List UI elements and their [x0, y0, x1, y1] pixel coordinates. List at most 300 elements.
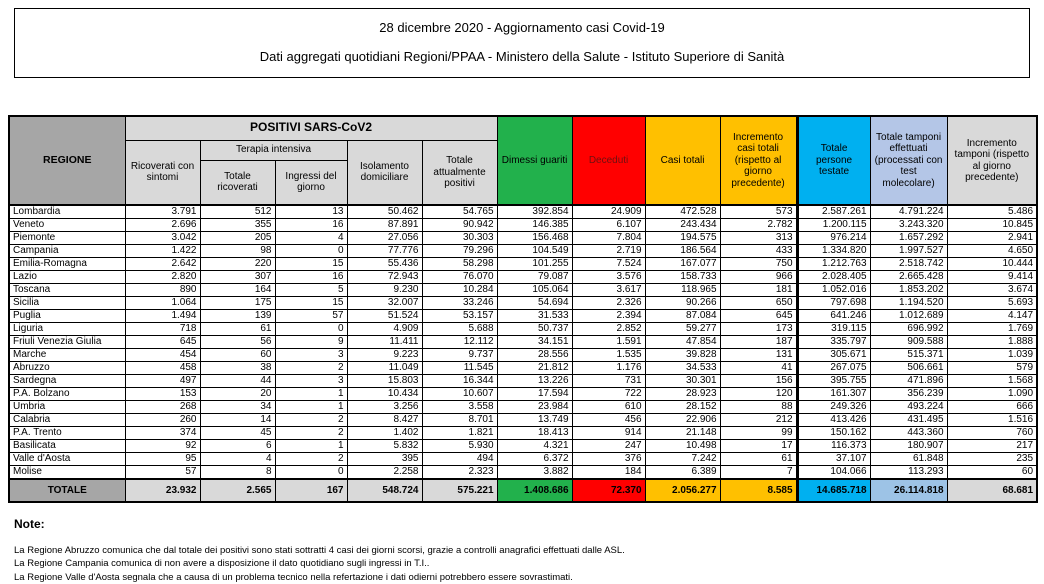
table-row	[9, 362, 1037, 375]
cell-totale-value: 68.681	[947, 479, 1037, 502]
cell-value: 335.797	[797, 336, 870, 349]
cell-value: 493.224	[870, 401, 947, 414]
cell-regione: Emilia-Romagna	[9, 258, 125, 271]
cell-value: 1.176	[572, 362, 645, 375]
table-row	[9, 271, 1037, 284]
cell-value: 1.212.763	[797, 258, 870, 271]
header-totale-ricoverati: Totale ricoverati	[200, 160, 275, 205]
cell-totale-value: 72.370	[572, 479, 645, 502]
cell-value: 2.028.405	[797, 271, 870, 284]
cell-value: 1.657.292	[870, 232, 947, 245]
cell-value: 3.674	[947, 284, 1037, 297]
cell-value: 10.444	[947, 258, 1037, 271]
notes-heading: Note:	[14, 517, 45, 531]
cell-regione: Lombardia	[9, 205, 125, 219]
cell-value: 28.923	[645, 388, 720, 401]
cell-value: 173	[720, 323, 797, 336]
cell-value: 10.434	[347, 388, 422, 401]
cell-value: 104.066	[797, 466, 870, 480]
cell-value: 2.696	[125, 219, 200, 232]
cell-value: 101.255	[497, 258, 572, 271]
cell-value: 2.323	[422, 466, 497, 480]
cell-value: 105.064	[497, 284, 572, 297]
cell-value: 458	[125, 362, 200, 375]
cell-value: 6.372	[497, 453, 572, 466]
cell-value: 104.549	[497, 245, 572, 258]
cell-value: 22.906	[645, 414, 720, 427]
header-positivi-sars-cov2: POSITIVI SARS-CoV2	[125, 116, 497, 140]
cell-value: 186.564	[645, 245, 720, 258]
cell-value: 9	[275, 336, 347, 349]
cell-value: 20	[200, 388, 275, 401]
cell-value: 2.394	[572, 310, 645, 323]
cell-value: 28.152	[645, 401, 720, 414]
cell-value: 2.665.428	[870, 271, 947, 284]
cell-value: 1.194.520	[870, 297, 947, 310]
cell-value: 15.803	[347, 375, 422, 388]
cell-value: 696.992	[870, 323, 947, 336]
cell-value: 87.891	[347, 219, 422, 232]
cell-value: 88	[720, 401, 797, 414]
cell-value: 187	[720, 336, 797, 349]
cell-value: 220	[200, 258, 275, 271]
cell-value: 515.371	[870, 349, 947, 362]
header-deceduti: Deceduti	[572, 116, 645, 205]
cell-value: 0	[275, 323, 347, 336]
cell-value: 38	[200, 362, 275, 375]
cell-value: 95	[125, 453, 200, 466]
title-line-1: 28 dicembre 2020 - Aggiornamento casi Covid-19	[379, 20, 665, 35]
cell-value: 10.607	[422, 388, 497, 401]
cell-value: 3.791	[125, 205, 200, 219]
cell-value: 16	[275, 219, 347, 232]
cell-regione: Valle d'Aosta	[9, 453, 125, 466]
cell-value: 60	[947, 466, 1037, 480]
cell-value: 156	[720, 375, 797, 388]
cell-value: 1.769	[947, 323, 1037, 336]
note-item: La Regione Abruzzo comunica che dal totale dei positivi sono stati sottratti 4 casi dei giorni scorsi, grazie a controlli anagrafici effettuati dalle ASL.	[14, 545, 625, 556]
cell-value: 376	[572, 453, 645, 466]
cell-value: 9.414	[947, 271, 1037, 284]
cell-value: 72.943	[347, 271, 422, 284]
cell-value: 113.293	[870, 466, 947, 480]
cell-value: 7.242	[645, 453, 720, 466]
notes-list	[14, 544, 1036, 584]
cell-value: 1.039	[947, 349, 1037, 362]
cell-value: 28.556	[497, 349, 572, 362]
cell-value: 3.558	[422, 401, 497, 414]
cell-value: 164	[200, 284, 275, 297]
cell-value: 1.090	[947, 388, 1037, 401]
cell-value: 77.776	[347, 245, 422, 258]
cell-value: 10.284	[422, 284, 497, 297]
cell-value: 1.591	[572, 336, 645, 349]
cell-value: 1.052.016	[797, 284, 870, 297]
cell-value: 433	[720, 245, 797, 258]
table-row	[9, 245, 1037, 258]
cell-value: 16	[275, 271, 347, 284]
cell-value: 4	[200, 453, 275, 466]
cell-value: 0	[275, 466, 347, 480]
cell-value: 161.307	[797, 388, 870, 401]
cell-value: 313	[720, 232, 797, 245]
cell-value: 443.360	[870, 427, 947, 440]
cell-value: 45	[200, 427, 275, 440]
table-row	[9, 336, 1037, 349]
cell-regione: Campania	[9, 245, 125, 258]
cell-value: 4.650	[947, 245, 1037, 258]
cell-value: 5	[275, 284, 347, 297]
cell-value: 34.151	[497, 336, 572, 349]
header-incremento-casi-totali: Incremento casi totali (rispetto al giorno precedente)	[720, 116, 797, 205]
cell-value: 260	[125, 414, 200, 427]
notes-section	[14, 517, 1036, 584]
cell-value: 5.486	[947, 205, 1037, 219]
header-totale-attualmente-positivi: Totale attualmente positivi	[422, 140, 497, 205]
cell-regione: Sardegna	[9, 375, 125, 388]
cell-value: 99	[720, 427, 797, 440]
cell-value: 6.107	[572, 219, 645, 232]
cell-value: 131	[720, 349, 797, 362]
table-row	[9, 427, 1037, 440]
header-terapia-intensiva: Terapia intensiva	[200, 140, 347, 160]
header-isolamento-domiciliare: Isolamento domiciliare	[347, 140, 422, 205]
header-dimessi-guariti: Dimessi guariti	[497, 116, 572, 205]
cell-value: 51.524	[347, 310, 422, 323]
cell-value: 13	[275, 205, 347, 219]
cell-value: 731	[572, 375, 645, 388]
cell-value: 10.498	[645, 440, 720, 453]
cell-value: 650	[720, 297, 797, 310]
cell-value: 3	[275, 349, 347, 362]
cell-value: 194.575	[645, 232, 720, 245]
cell-value: 2	[275, 362, 347, 375]
cell-regione: Piemonte	[9, 232, 125, 245]
cell-value: 1.821	[422, 427, 497, 440]
cell-value: 641.246	[797, 310, 870, 323]
cell-regione: Friuli Venezia Giulia	[9, 336, 125, 349]
cell-totale-value: 2.056.277	[645, 479, 720, 502]
cell-value: 4.909	[347, 323, 422, 336]
cell-value: 7.804	[572, 232, 645, 245]
table-row	[9, 375, 1037, 388]
cell-value: 17.594	[497, 388, 572, 401]
cell-value: 13.749	[497, 414, 572, 427]
table-row	[9, 258, 1037, 271]
cell-value: 2.820	[125, 271, 200, 284]
cell-value: 4.321	[497, 440, 572, 453]
header-casi-totali: Casi totali	[645, 116, 720, 205]
cell-regione: Toscana	[9, 284, 125, 297]
cell-value: 212	[720, 414, 797, 427]
cell-value: 0	[275, 245, 347, 258]
cell-value: 392.854	[497, 205, 572, 219]
cell-value: 235	[947, 453, 1037, 466]
cell-value: 181	[720, 284, 797, 297]
cell-value: 13.226	[497, 375, 572, 388]
cell-value: 356.239	[870, 388, 947, 401]
cell-value: 14	[200, 414, 275, 427]
cell-value: 59.277	[645, 323, 720, 336]
cell-value: 8.427	[347, 414, 422, 427]
cell-value: 47.854	[645, 336, 720, 349]
table-row	[9, 440, 1037, 453]
cell-value: 579	[947, 362, 1037, 375]
cell-value: 32.007	[347, 297, 422, 310]
cell-value: 573	[720, 205, 797, 219]
table-row	[9, 349, 1037, 362]
cell-value: 54.765	[422, 205, 497, 219]
cell-value: 374	[125, 427, 200, 440]
cell-value: 9.737	[422, 349, 497, 362]
cell-value: 268	[125, 401, 200, 414]
cell-value: 1.200.115	[797, 219, 870, 232]
cell-regione: Liguria	[9, 323, 125, 336]
cell-value: 57	[275, 310, 347, 323]
cell-value: 7	[720, 466, 797, 480]
cell-value: 1.853.202	[870, 284, 947, 297]
note-item: La Regione Valle d'Aosta segnala che a causa di un problema tecnico nella refertazione i dati odierni potrebbero essere sovrastimati.	[14, 571, 573, 583]
cell-value: 5.693	[947, 297, 1037, 310]
cell-totale-value: 167	[275, 479, 347, 502]
cell-value: 30.303	[422, 232, 497, 245]
cell-value: 12.112	[422, 336, 497, 349]
cell-value: 50.462	[347, 205, 422, 219]
cell-value: 92	[125, 440, 200, 453]
cell-value: 3.256	[347, 401, 422, 414]
cell-totale-value: 548.724	[347, 479, 422, 502]
cell-value: 3	[275, 375, 347, 388]
cell-value: 153	[125, 388, 200, 401]
table-row	[9, 297, 1037, 310]
cell-value: 319.115	[797, 323, 870, 336]
cell-value: 3.243.320	[870, 219, 947, 232]
cell-value: 610	[572, 401, 645, 414]
cell-value: 5.688	[422, 323, 497, 336]
cell-value: 9.230	[347, 284, 422, 297]
cell-value: 1.997.527	[870, 245, 947, 258]
cell-value: 1.402	[347, 427, 422, 440]
cell-value: 90.266	[645, 297, 720, 310]
cell-value: 456	[572, 414, 645, 427]
cell-value: 2.587.261	[797, 205, 870, 219]
cell-value: 60	[200, 349, 275, 362]
cell-value: 8	[200, 466, 275, 480]
cell-value: 11.049	[347, 362, 422, 375]
cell-value: 55.436	[347, 258, 422, 271]
table-row	[9, 284, 1037, 297]
cell-value: 57	[125, 466, 200, 480]
cell-value: 760	[947, 427, 1037, 440]
note-item: La Regione Campania comunica di non avere a disposizione il dato quotidiano sugli ingressi in T.I..	[14, 558, 430, 570]
cell-value: 2.941	[947, 232, 1037, 245]
cell-value: 5.930	[422, 440, 497, 453]
cell-value: 1.012.689	[870, 310, 947, 323]
cell-value: 11.411	[347, 336, 422, 349]
cell-value: 1	[275, 401, 347, 414]
cell-value: 30.301	[645, 375, 720, 388]
header-ingressi-del-giorno: Ingressi del giorno	[275, 160, 347, 205]
cell-totale-label: TOTALE	[9, 479, 125, 502]
cell-value: 158.733	[645, 271, 720, 284]
table-row	[9, 388, 1037, 401]
cell-value: 645	[125, 336, 200, 349]
cell-value: 2.518.742	[870, 258, 947, 271]
cell-value: 34.533	[645, 362, 720, 375]
header-totale-persone-testate: Totale persone testate	[797, 116, 870, 205]
cell-value: 120	[720, 388, 797, 401]
header-ricoverati-con-sintomi: Ricoverati con sintomi	[125, 140, 200, 205]
cell-value: 2.642	[125, 258, 200, 271]
cell-value: 7.524	[572, 258, 645, 271]
cell-value: 471.896	[870, 375, 947, 388]
cell-value: 116.373	[797, 440, 870, 453]
cell-value: 1.334.820	[797, 245, 870, 258]
cell-value: 645	[720, 310, 797, 323]
cell-value: 1.064	[125, 297, 200, 310]
cell-totale-value: 14.685.718	[797, 479, 870, 502]
table-row	[9, 453, 1037, 466]
cell-value: 305.671	[797, 349, 870, 362]
cell-regione: Puglia	[9, 310, 125, 323]
cell-value: 395.755	[797, 375, 870, 388]
cell-value: 56	[200, 336, 275, 349]
table-header	[9, 116, 1037, 205]
table-row	[9, 466, 1037, 480]
cell-value: 2	[275, 453, 347, 466]
cell-value: 1	[275, 440, 347, 453]
cell-regione: Lazio	[9, 271, 125, 284]
cell-value: 79.087	[497, 271, 572, 284]
cell-value: 966	[720, 271, 797, 284]
cell-value: 4.147	[947, 310, 1037, 323]
cell-value: 167.077	[645, 258, 720, 271]
cell-value: 3.042	[125, 232, 200, 245]
cell-value: 205	[200, 232, 275, 245]
cell-regione: Veneto	[9, 219, 125, 232]
cell-regione: Marche	[9, 349, 125, 362]
cell-totale-value: 23.932	[125, 479, 200, 502]
cell-value: 3.576	[572, 271, 645, 284]
cell-value: 5.832	[347, 440, 422, 453]
cell-value: 10.845	[947, 219, 1037, 232]
cell-value: 61.848	[870, 453, 947, 466]
cell-regione: Calabria	[9, 414, 125, 427]
cell-value: 76.070	[422, 271, 497, 284]
cell-value: 1.568	[947, 375, 1037, 388]
cell-value: 9.223	[347, 349, 422, 362]
cell-value: 17	[720, 440, 797, 453]
cell-value: 722	[572, 388, 645, 401]
cell-value: 18.413	[497, 427, 572, 440]
cell-value: 180.907	[870, 440, 947, 453]
cell-value: 2.326	[572, 297, 645, 310]
cell-value: 1.516	[947, 414, 1037, 427]
table-row	[9, 219, 1037, 232]
cell-value: 909.588	[870, 336, 947, 349]
cell-regione: Abruzzo	[9, 362, 125, 375]
cell-value: 23.984	[497, 401, 572, 414]
cell-value: 61	[720, 453, 797, 466]
table-row	[9, 205, 1037, 219]
cell-value: 914	[572, 427, 645, 440]
cell-value: 3.882	[497, 466, 572, 480]
cell-value: 307	[200, 271, 275, 284]
cell-value: 497	[125, 375, 200, 388]
cell-value: 44	[200, 375, 275, 388]
table-row	[9, 401, 1037, 414]
cell-value: 33.246	[422, 297, 497, 310]
table-row	[9, 414, 1037, 427]
cell-value: 6.389	[645, 466, 720, 480]
cell-value: 79.296	[422, 245, 497, 258]
cell-value: 2.782	[720, 219, 797, 232]
cell-value: 27.056	[347, 232, 422, 245]
cell-value: 21.812	[497, 362, 572, 375]
cell-value: 21.148	[645, 427, 720, 440]
cell-value: 797.698	[797, 297, 870, 310]
cell-value: 395	[347, 453, 422, 466]
cell-value: 8.701	[422, 414, 497, 427]
cell-regione: Basilicata	[9, 440, 125, 453]
totale-row	[9, 479, 1037, 502]
cell-value: 146.385	[497, 219, 572, 232]
title-line-2: Dati aggregati quotidiani Regioni/PPAA - Ministero della Salute - Istituto Superiore di Sanità	[259, 49, 785, 64]
cell-value: 54.694	[497, 297, 572, 310]
cell-regione: Molise	[9, 466, 125, 480]
cell-value: 1.888	[947, 336, 1037, 349]
covid-data-table	[8, 115, 1038, 503]
cell-value: 37.107	[797, 453, 870, 466]
cell-value: 15	[275, 297, 347, 310]
cell-value: 156.468	[497, 232, 572, 245]
cell-value: 31.533	[497, 310, 572, 323]
cell-totale-value: 2.565	[200, 479, 275, 502]
cell-value: 750	[720, 258, 797, 271]
cell-value: 267.075	[797, 362, 870, 375]
header-incremento-tamponi: Incremento tamponi (rispetto al giorno precedente)	[947, 116, 1037, 205]
title-box	[14, 8, 1030, 78]
cell-value: 61	[200, 323, 275, 336]
cell-value: 718	[125, 323, 200, 336]
header-totale-tamponi: Totale tamponi effettuati (processati con test molecolare)	[870, 116, 947, 205]
cell-value: 512	[200, 205, 275, 219]
cell-value: 976.214	[797, 232, 870, 245]
table-row	[9, 232, 1037, 245]
cell-value: 58.298	[422, 258, 497, 271]
cell-regione: P.A. Bolzano	[9, 388, 125, 401]
cell-value: 184	[572, 466, 645, 480]
cell-value: 2.852	[572, 323, 645, 336]
table-row	[9, 310, 1037, 323]
cell-value: 431.495	[870, 414, 947, 427]
cell-value: 217	[947, 440, 1037, 453]
table-body	[9, 205, 1037, 502]
cell-value: 2	[275, 414, 347, 427]
cell-value: 472.528	[645, 205, 720, 219]
cell-regione: Umbria	[9, 401, 125, 414]
header-regione: REGIONE	[9, 116, 125, 205]
cell-value: 53.157	[422, 310, 497, 323]
cell-value: 118.965	[645, 284, 720, 297]
cell-value: 494	[422, 453, 497, 466]
cell-regione: Sicilia	[9, 297, 125, 310]
cell-value: 15	[275, 258, 347, 271]
cell-value: 243.434	[645, 219, 720, 232]
cell-value: 1	[275, 388, 347, 401]
cell-totale-value: 8.585	[720, 479, 797, 502]
cell-value: 355	[200, 219, 275, 232]
